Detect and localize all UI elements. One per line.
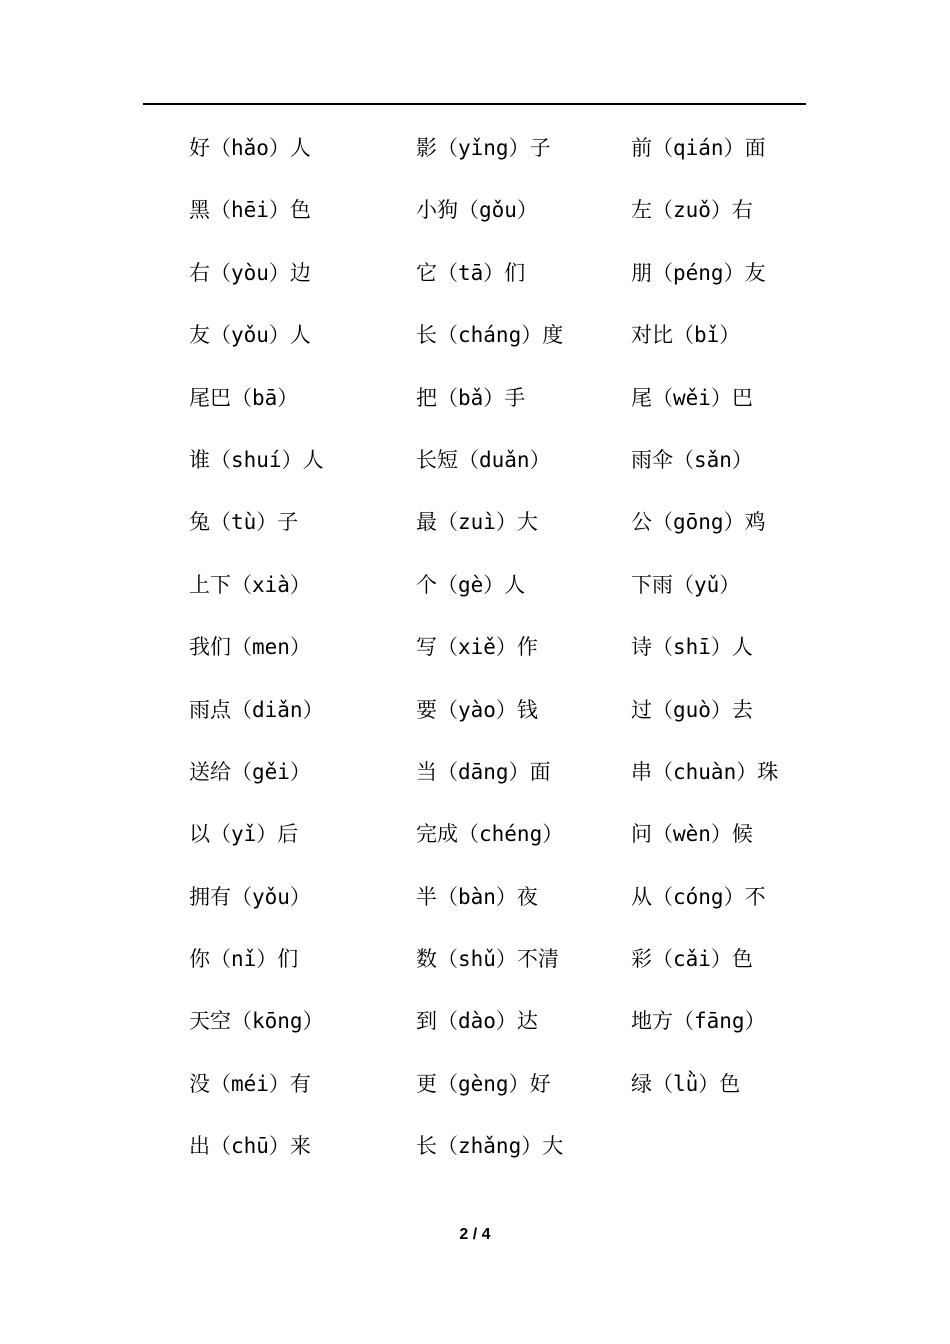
word-entry: 要（yào）钱 [416,697,538,722]
word-entry: 出（chū）来 [189,1134,311,1159]
word-entry: 下雨（yǔ） [631,572,741,597]
word-entry: 友（yǒu）人 [189,323,311,348]
word-entry: 长（cháng）度 [416,323,564,348]
word-entry: 影（yǐng）子 [416,136,551,160]
word-entry: 最（zuì）大 [416,510,538,535]
word-entry: 半（bàn）夜 [416,884,538,909]
word-entry: 个（gè）人 [416,572,526,597]
word-entry: 写（xiě）作 [416,635,538,660]
word-entry: 长短（duǎn） [416,447,551,472]
word-entry: 公（gōng）鸡 [631,510,766,535]
word-entry: 尾巴（bā） [189,385,299,410]
word-entry: 到（dào）达 [416,1009,538,1034]
word-entry: 把（bǎ）手 [416,385,526,410]
word-entry: 雨伞（sǎn） [631,447,753,472]
word-entry: 从（cóng）不 [631,884,766,909]
word-column-1 [189,123,324,1184]
word-entry: 你（nǐ）们 [189,947,299,972]
word-entry: 小狗（gǒu） [416,198,538,223]
word-entry: 兔（tù）子 [189,510,299,535]
word-entry: 黑（hēi）色 [189,198,311,223]
word-entry: 好（hǎo）人 [189,136,311,160]
word-entry: 天空（kōng） [189,1009,324,1034]
word-entry: 没（méi）有 [189,1071,311,1096]
word-column-2 [416,123,563,1184]
word-column-3 [631,123,778,1121]
word-entry: 串（chuàn）珠 [631,759,779,784]
word-entry: 过（guò）去 [631,697,753,722]
word-entry: 它（tā）们 [416,260,526,285]
word-entry: 雨点（diǎn） [189,697,324,722]
word-entry: 地方（fāng） [631,1009,766,1034]
word-entry: 数（shǔ）不清 [416,947,559,972]
word-entry: 诗（shī）人 [631,635,753,660]
word-entry: 朋（péng）友 [631,260,766,285]
word-entry: 问（wèn）候 [631,822,753,847]
word-entry: 绿（lǜ）色 [631,1071,741,1096]
word-entry: 前（qián）面 [631,136,766,160]
page-number: 2 / 4 [459,1226,491,1243]
word-entry: 对比（bǐ） [631,323,741,348]
word-entry: 长（zhǎng）大 [416,1134,564,1159]
word-entry: 上下（xià） [189,572,311,597]
word-entry: 拥有（yǒu） [189,884,311,909]
word-entry: 左（zuǒ）右 [631,198,753,223]
word-entry: 以（yǐ）后 [189,822,299,847]
header-rule [143,103,806,105]
word-entry: 谁（shuí）人 [189,447,324,472]
word-entry: 彩（cǎi）色 [631,947,753,972]
word-entry: 送给（gěi） [189,759,311,784]
word-entry: 右（yòu）边 [189,260,311,285]
word-entry: 更（gèng）好 [416,1071,551,1096]
word-entry: 我们（men） [189,635,311,660]
word-entry: 当（dāng）面 [416,759,551,784]
word-entry: 尾（wěi）巴 [631,385,753,410]
word-entry: 完成（chéng） [416,822,564,847]
